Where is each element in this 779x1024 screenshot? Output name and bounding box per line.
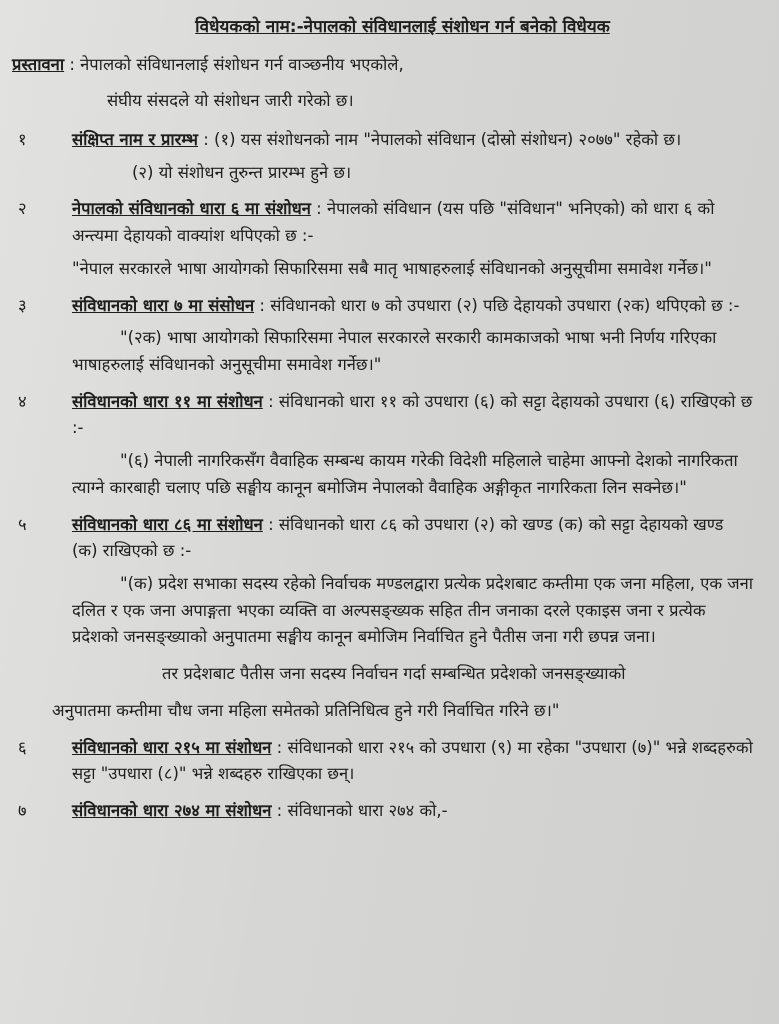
preamble-line-1: [12, 52, 753, 79]
section-2-heading: नेपालको संविधानको धारा ६ मा संशोधन: [72, 199, 311, 219]
section-3-text: : संविधानको धारा ७ को उपधारा (२) पछि देहायको उपधारा (२क) थपिएको छ :-: [259, 295, 740, 315]
section-2: [12, 196, 753, 282]
preamble: [12, 52, 753, 115]
preamble-text-1: : नेपालको संविधानलाई संशोधन गर्न वाञ्छनीय भएकोले,: [69, 54, 404, 74]
section-7-number: ७: [18, 801, 27, 821]
section-5-proviso-line-1: तर प्रदेशबाट पैतीस जना सदस्य निर्वाचन गर्दा सम्बन्धित प्रदेशको जनसङ्ख्याको: [162, 664, 626, 684]
bill-title: [12, 14, 753, 42]
section-4-quote: "(६) नेपाली नागरिकसँग वैवाहिक सम्बन्ध कायम गरेकी विदेशी महिलाले चाहेमा आफ्नो देशको नागरिकता त्याग्ने कारबाही चलाए पछि सङ्घीय कानून बमोजिम नेपालको वैवाहिक अङ्गीकृत नागरिकता लिन सक्नेछ।": [72, 451, 738, 497]
section-3: [12, 293, 753, 379]
section-6: [12, 735, 753, 788]
section-5-number: ५: [18, 514, 27, 534]
preamble-label: प्रस्तावना: [12, 54, 65, 74]
bill-title-text: विधेयकको नाम:-नेपालको संविधानलाई संशोधन गर्न बनेको विधेयक: [195, 17, 610, 37]
section-7-text: : संविधानको धारा २७४ को,-: [276, 801, 448, 821]
section-3-number: ३: [18, 295, 27, 315]
section-4: [12, 389, 753, 502]
section-5: [12, 512, 753, 725]
section-7: [12, 798, 753, 825]
section-7-heading: संविधानको धारा २७४ मा संशोधन: [72, 801, 272, 821]
section-2-quote: "नेपाल सरकारले भाषा आयोगको सिफारिसमा सबै मातृ भाषाहरुलाई संविधानको अनुसूचीमा समावेश गर्नेछ।": [72, 258, 712, 278]
section-5-quote: "(क) प्रदेश सभाका सदस्य रहेको निर्वाचक मण्डलद्वारा प्रत्येक प्रदेशबाट कम्तीमा एक जना महिला, एक जना दलित र एक जना अपाङ्गता भएका व्यक्ति वा अल्पसङ्ख्यक सहित तीन जनाका दरले एकाइस जना र प्रत्येक प्रदेशको जनसङ्ख्याको अनुपातमा सङ्घीय कानून बमोजिम निर्वाचित हुने पैतीस जना गरी छपन्न जना।: [72, 574, 753, 647]
section-6-text: : संविधानको धारा २१५ को उपधारा (९) मा रहेका "उपधारा (७)" भन्ने शब्दहरुको सट्टा "उपधारा (८)" भन्ने शब्दहरु राखिएका छन्।: [72, 737, 753, 784]
section-5-text: : संविधानको धारा ८६ को उपधारा (२) को खण्ड (क) को सट्टा देहायको खण्ड (क) राखिएको छ :-: [72, 514, 724, 561]
section-5-heading: संविधानको धारा ८६ मा संशोधन: [72, 514, 263, 534]
section-2-text: : नेपालको संविधान (यस पछि "संविधान" भनिएको) को धारा ६ को अन्त्यमा देहायको वाक्यांश थपिएको छ :-: [72, 199, 715, 246]
section-4-heading: संविधानको धारा ११ मा संशोधन: [72, 391, 263, 411]
section-5-proviso-line-2: अनुपातमा कम्तीमा चौध जना महिला समेतको प्रतिनिधित्व हुने गरी निर्वाचित गरिने छ।": [52, 700, 560, 720]
section-1-text: : (१) यस संशोधनको नाम "नेपालको संविधान (दोस्रो संशोधन) २०७७" रहेको छ।: [203, 129, 682, 149]
section-6-heading: संविधानको धारा २१५ मा संशोधन: [72, 737, 272, 757]
section-4-number: ४: [18, 391, 27, 411]
section-3-quote: "(२क) भाषा आयोगको सिफारिसमा नेपाल सरकारले सरकारी कामकाजको भाषा भनी निर्णय गरिएका भाषाहरुलाई संविधानको अनुसूचीमा समावेश गर्नेछ।": [72, 328, 717, 374]
preamble-line-2: संघीय संसदले यो संशोधन जारी गरेको छ।: [107, 91, 354, 111]
section-4-text: : संविधानको धारा ११ को उपधारा (६) को सट्टा देहायको उपधारा (६) राखिएको छ :-: [72, 391, 753, 438]
section-3-heading: संविधानको धारा ७ मा संसोधन: [72, 295, 255, 315]
section-1-subsection-2: (२) यो संशोधन तुरुन्त प्रारम्भ हुने छ।: [132, 162, 352, 182]
section-1-heading: संक्षिप्त नाम र प्रारम्भ: [72, 129, 198, 149]
section-2-number: २: [18, 199, 27, 219]
section-1-number: १: [18, 129, 27, 149]
section-1: [12, 127, 753, 186]
section-6-number: ६: [18, 737, 27, 757]
